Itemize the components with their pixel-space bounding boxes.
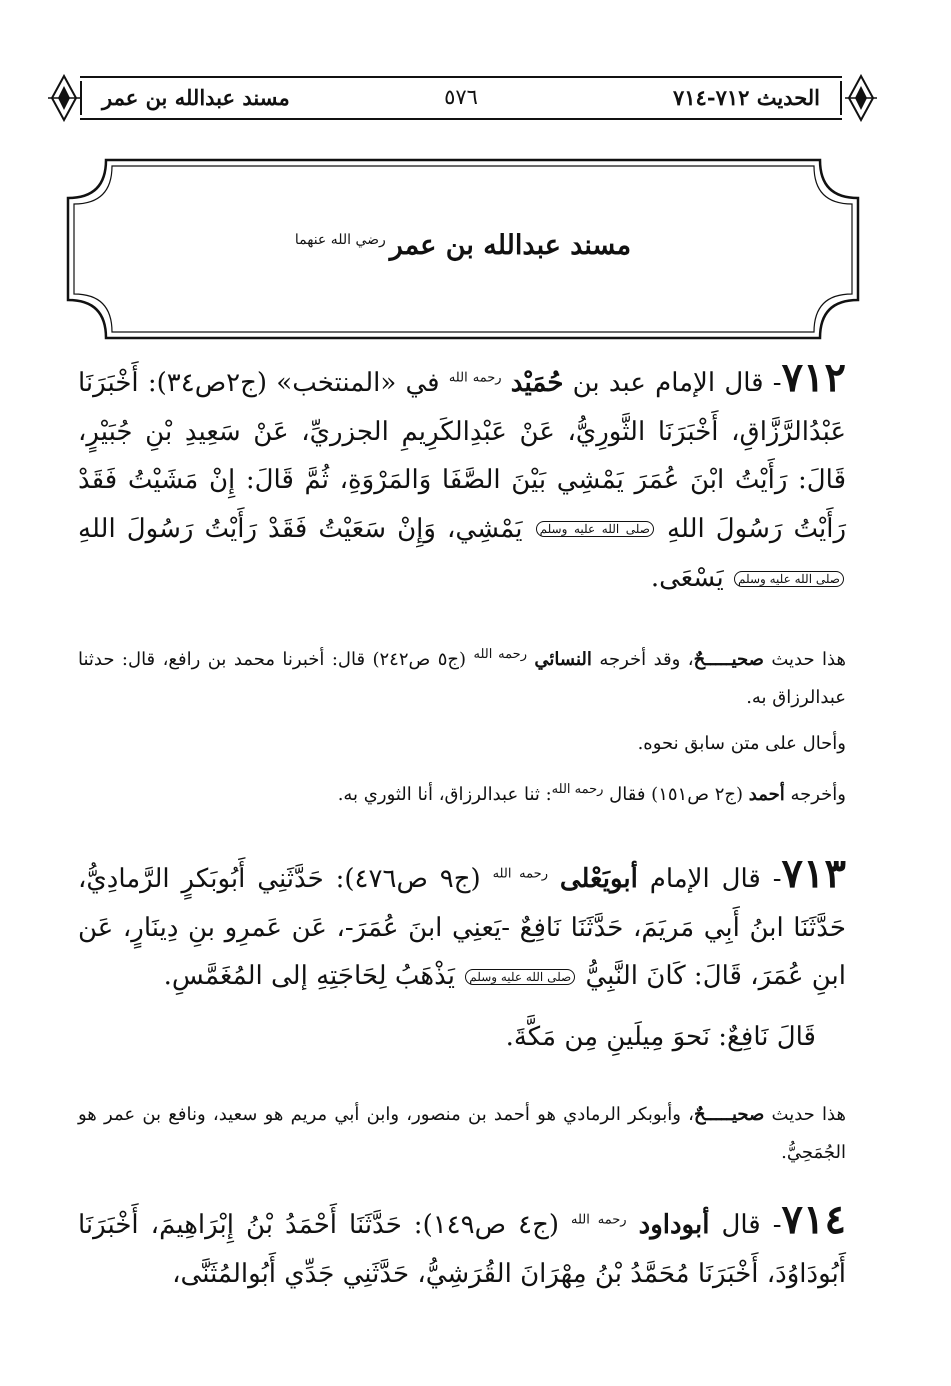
hadith-text: (ج٩ ص٤٧٦): حَدَّثَنِي أَبُوبَكرٍ الرَّمادِيُّ، حَدَّثَنَا ابنُ أَبِي مَريَمَ، حَدَّثَنَا نَافِعٌ -يَعنِي ابنَ عُمَرَ-، عَن عَمرِو بنِ دِينَارٍ، عَن ابنِ عُمَرَ، قَالَ: كَانَ النَّبِيُّ	[78, 864, 846, 991]
rahimahullah-mark: رحمه الله	[551, 782, 604, 797]
narrator-name: أبوداود	[638, 1210, 710, 1240]
rahimahullah-mark: رحمه الله	[571, 1212, 627, 1228]
hadith-text: يَذْهَبُ لِحَاجَتِهِ إلى المُغَمَّسِ.	[163, 961, 455, 991]
chapter-title-box	[66, 158, 860, 340]
hadith-713	[78, 850, 846, 1062]
commentary-paragraph: وأحال على متن سابق نحوه.	[637, 733, 846, 754]
narrator-name: أبويَعْلى	[559, 864, 638, 894]
salawat-mark: صلى الله عليه وسلم	[465, 969, 575, 985]
rahimahullah-mark: رحمه الله	[492, 866, 548, 882]
hadith-text: أَخْبَرَنَا عَبْدُالرَّزَّاقِ، أَخْبَرَنَا الثَّورِيُّ، عَنْ عَبْدِالكَرِيمِ الجزريِّ، عَنْ سَعِيدِ بْنِ جُبَيْرٍ، قَالَ: رَأَيْتُ ابْنَ عُمَرَ يَمْشِي بَيْنَ الصَّفَا وَالمَرْوَةِ، ثُمَّ قَالَ: إِنْ مَشَيْتُ فَقَدْ رَأَيْتُ رَسُولَ اللهِ	[78, 368, 847, 544]
commentary-text: : ثنا عبدالرزاق، أنا الثوري به.	[337, 784, 552, 805]
hadith-712	[78, 354, 846, 603]
commentary-paragraph	[78, 771, 846, 814]
commentary-text: ، وأبوبكر الرمادي هو أحمد بن منصور، وابن أبي مريم هو سعيد، ونافع بن عمر هو الجُمَحِيُّ.	[78, 1104, 846, 1163]
right-ornament-icon	[845, 74, 877, 122]
hadith-number: ٧١٣	[781, 850, 846, 897]
running-header	[80, 76, 842, 120]
commentary-text: هذا حديث	[764, 1104, 846, 1125]
hadith-text: يَمْشِي، وَإِنْ سَعَيْتُ فَقَدْ رَأَيْتُ رَسُولَ اللهِ	[78, 513, 523, 544]
chapter-title-text: مسند عبدالله بن عمر	[389, 230, 632, 261]
chapter-title	[66, 230, 860, 261]
hadith-number: ٧١٢	[781, 354, 847, 401]
honorific-mark: رضي الله عنهما	[294, 232, 386, 248]
hadith-714	[78, 1196, 846, 1298]
narrator-name: حُمَيْد	[510, 368, 564, 398]
commentary-text: (ج٢ ص١٥١) فقال	[603, 784, 749, 805]
commentary-712	[78, 636, 846, 814]
salawat-mark: صلى الله عليه وسلم	[536, 521, 654, 537]
hadith-text: يَسْعَى.	[650, 562, 724, 593]
left-ornament-icon	[48, 74, 80, 122]
hadith-text: (ج٤ ص١٤٩): حَدَّثَنَا أَحْمَدُ بْنُ إِبْرَاهِيمَ، أَخْبَرَنَا أَبُودَاوُدَ، أَخْبَرَنَا مُحَمَّدُ بْنُ مِهْرَانَ القُرَشِيُّ، حَدَّثَنِي جَدِّي أَبُوالمُثَنَّى،	[78, 1210, 846, 1289]
salawat-mark: صلى الله عليه وسلم	[734, 571, 844, 587]
section-title: مسند عبدالله بن عمر	[102, 85, 290, 110]
narrator-name: أحمد	[748, 784, 785, 805]
grading: صحيـــــحٌ	[693, 649, 764, 670]
rahimahullah-mark: رحمه الله	[448, 370, 502, 386]
narrator-name: النسائي	[534, 649, 592, 670]
page-number: ٥٧٦	[444, 85, 478, 109]
nafi-remark: قَالَ نَافِعٌ: نَحوَ مِيلَينِ مِن مَكَّةَ.	[505, 1022, 816, 1053]
hadith-text: - قال	[709, 1210, 782, 1240]
rahimahullah-mark: رحمه الله	[473, 647, 527, 662]
hadith-text: - قال الإمام	[637, 864, 782, 894]
grading: صحيـــــحٌ	[693, 1104, 765, 1125]
hadith-text: - قال الإمام عبد بن	[563, 368, 782, 398]
hadith-range: الحديث ٧١٢-٧١٤	[673, 85, 820, 110]
commentary-text: (ج٥ ص٢٤٢) قال: أخبرنا محمد بن رافع، قال: حدثنا عبدالرزاق به.	[78, 649, 846, 708]
hadith-number: ٧١٤	[781, 1196, 846, 1243]
commentary-text: وأخرجه	[784, 784, 846, 805]
commentary-paragraph	[78, 636, 846, 717]
commentary-text: ، وقد أخرجه	[591, 649, 694, 670]
commentary-text: هذا حديث	[763, 649, 846, 670]
hadith-text: في «المنتخب» (ج٢ص٣٤):	[147, 368, 449, 398]
commentary-713	[78, 1096, 846, 1172]
